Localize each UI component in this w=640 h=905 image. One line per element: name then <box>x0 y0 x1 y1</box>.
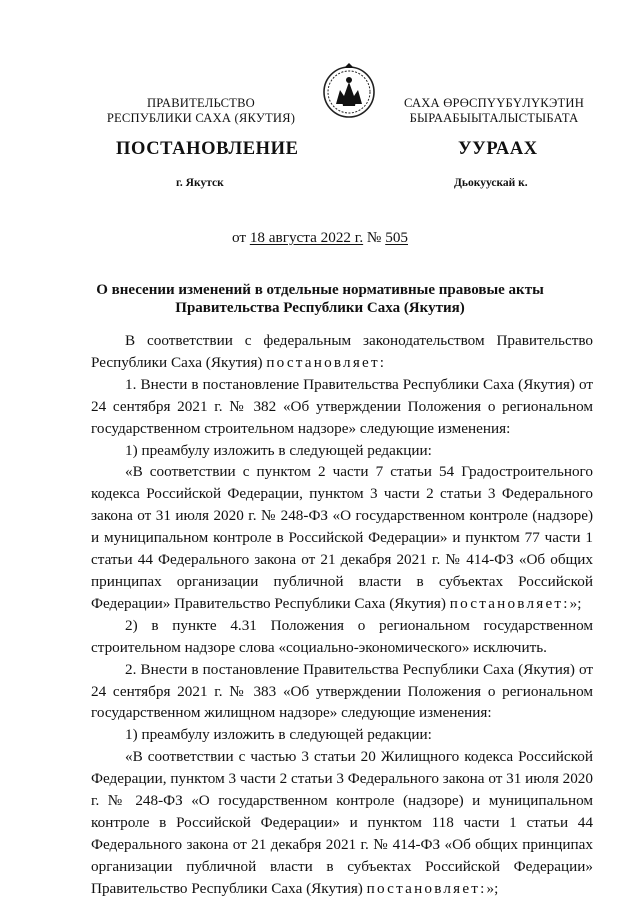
issuer-sakha-line2: БЫРААБЫЫТАЛЫСТЫБАТА <box>409 111 579 125</box>
date-prefix: от <box>231 229 247 246</box>
paragraph-item-1-2: 2) в пункте 4.31 Положения о региональном государственном строительном надзоре слова «социально-экономического» исключить. <box>91 616 593 656</box>
date-line <box>0 229 640 247</box>
doc-type-ru: ПОСТАНОВЛЕНИЕ <box>116 139 299 159</box>
issuer-sakha-line1: САХА ӨРӨСПҮҮБҮЛҮКЭТИН <box>404 96 584 110</box>
decree-number: 505 <box>385 229 408 246</box>
paragraph-quote-1: «В соответствии с пунктом 2 части 7 статьи 54 Градостроительного кодекса Российской Федерации, пунктом 3 части 2 статьи 3 Федерального закона от 31 июля 2020 г. № 248-ФЗ «О государственном контроле (надзоре) и муниципальном контроле в Российской Федерации» и пунктом 77 части 1 статьи 44 Федерального закона от 21 декабря 2021 г. № 414-ФЗ «Об общих принципах организации публичной власти в субъектах Российской Федерации» Правительство Республики Саха (Якутия) постановляет:»; <box>91 463 593 612</box>
paragraph-item-2: 2. Внести в постановление Правительства Республики Саха (Якутия) от 24 сентября 2021 г. № 383 «Об утверждении Положения о региональном государственном жилищном надзоре» следующие изменения: <box>91 660 593 722</box>
title-line2: Правительства Республики Саха (Якутия) <box>175 300 465 316</box>
issuer-ru-line1: ПРАВИТЕЛЬСТВО <box>147 96 255 110</box>
issuer-ru-line2: РЕСПУБЛИКИ САХА (ЯКУТИЯ) <box>106 111 296 125</box>
doc-type-sakha: УУРААХ <box>458 139 538 159</box>
paragraph-preamble: В соответствии с федеральным законодательством Правительство Республики Саха (Якутия) постановляет: <box>91 332 593 371</box>
decree-date: 18 августа 2022 г. <box>249 229 364 246</box>
issuer-sakha <box>386 96 602 126</box>
issuer-ru <box>96 96 306 126</box>
emblem-seal-icon <box>322 60 376 120</box>
document-title <box>60 281 580 317</box>
city-sakha: Дьокуускай к. <box>454 177 528 189</box>
paragraph-item-2-1: 1) преамбулу изложить в следующей редакции: <box>125 726 432 744</box>
paragraph-item-1: 1. Внести в постановление Правительства Республики Саха (Якутия) от 24 сентября 2021 г. № 382 «Об утверждении Положения о региональном государственном строительном надзоре» следующие изменения: <box>91 375 593 437</box>
city-ru: г. Якутск <box>176 177 224 189</box>
number-label: № <box>366 229 382 246</box>
paragraph-quote-2: «В соответствии с частью 3 статьи 20 Жилищного кодекса Российской Федерации, пунктом 3 части 2 статьи 3 Федерального закона от 31 июля 2020 г. № 248-ФЗ «О государственном контроле (надзоре) и муниципальном контроле в Российской Федерации» и пунктом 118 части 1 статьи 44 Федерального закона от 21 декабря 2021 г. № 414-ФЗ «Об общих принципах организации публичной власти в субъектах Российской Федерации» Правительство Республики Саха (Якутия) постановляет:»; <box>91 748 593 897</box>
paragraph-item-1-1: 1) преамбулу изложить в следующей редакции: <box>125 441 432 459</box>
document-body <box>91 330 593 900</box>
title-line1: О внесении изменений в отдельные нормативные правовые акты <box>96 282 544 298</box>
